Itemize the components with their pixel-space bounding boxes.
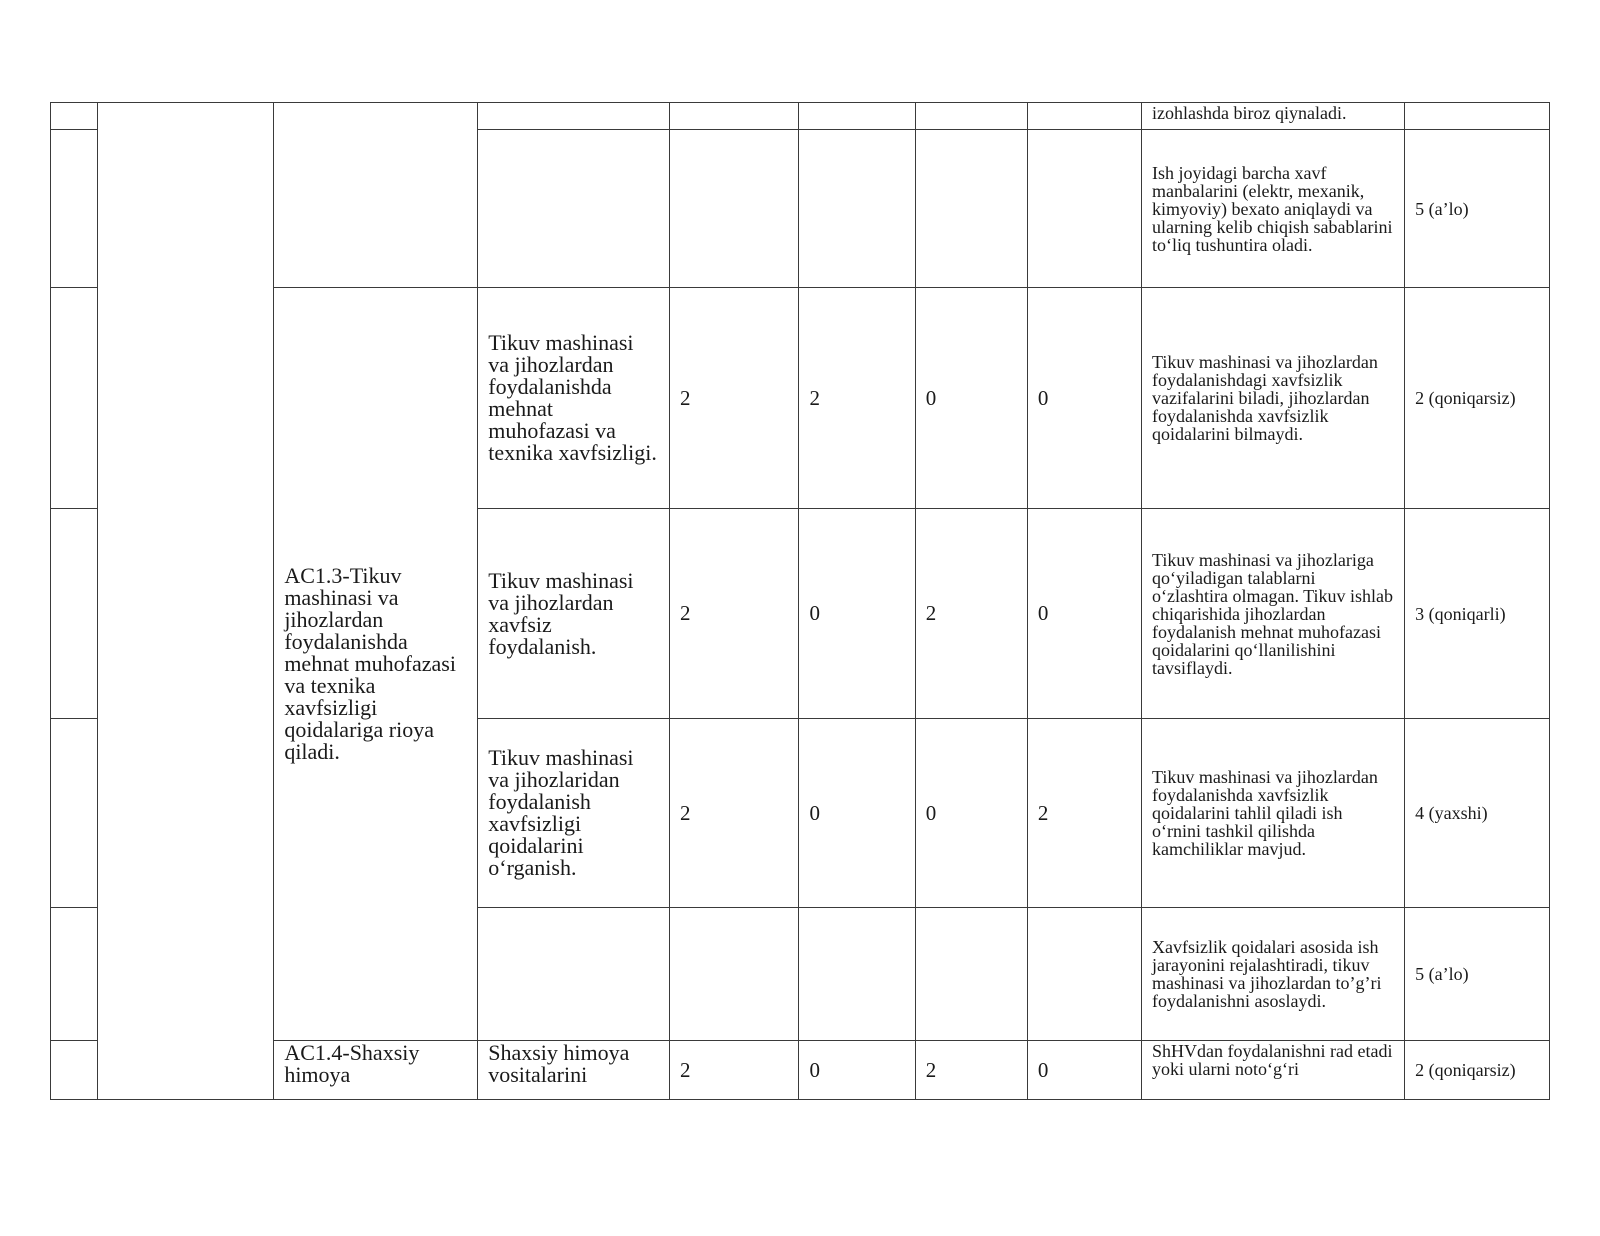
hours-cell: 2 <box>915 509 1027 719</box>
hours-cell <box>915 908 1027 1041</box>
number-cell <box>51 103 98 130</box>
hours-cell: 0 <box>915 288 1027 509</box>
hours-cell <box>799 908 915 1041</box>
hours-cell: 0 <box>1027 1041 1141 1100</box>
topic-cell <box>478 130 670 288</box>
number-cell <box>51 288 98 509</box>
criteria-ac13-cell: AC1.3-Tikuv mashinasi va jihozlardan foydalanishda mehnat muhofazasi va texnika xavfsizligi qoidalariga rioya qiladi. <box>274 288 478 1041</box>
number-cell <box>51 130 98 288</box>
description-cell: Tikuv mashinasi va jihozlardan foydalanishdagi xavfsizlik vazifalarini biladi, jihozlardan foydalanishda xavfsizlik qoidalarini bilmaydi. <box>1142 288 1405 509</box>
hours-cell: 2 <box>669 1041 799 1100</box>
hours-cell <box>1027 103 1141 130</box>
hours-cell <box>669 130 799 288</box>
hours-cell: 2 <box>669 288 799 509</box>
hours-cell: 2 <box>669 719 799 908</box>
hours-cell <box>669 103 799 130</box>
grade-cell: 5 (a’lo) <box>1405 908 1550 1041</box>
description-cell: Tikuv mashinasi va jihozlardan foydalanishda xavfsizlik qoidalarini tahlil qiladi ish o‘rnini tashkil qilishda kamchiliklar mavjud. <box>1142 719 1405 908</box>
criteria-cell <box>274 103 478 288</box>
grade-cell: 5 (a’lo) <box>1405 130 1550 288</box>
hours-cell: 2 <box>669 509 799 719</box>
hours-cell <box>799 130 915 288</box>
hours-cell: 0 <box>799 1041 915 1100</box>
hours-cell: 2 <box>1027 719 1141 908</box>
hours-cell <box>799 103 915 130</box>
hours-cell: 0 <box>799 719 915 908</box>
hours-cell <box>915 103 1027 130</box>
description-cell: ShHVdan foydalanishni rad etadi yoki ularni noto‘g‘ri <box>1142 1041 1405 1100</box>
criteria-ac14-cell: AC1.4-Shaxsiy himoya <box>274 1041 478 1100</box>
table-row <box>51 103 1550 130</box>
hours-cell <box>669 908 799 1041</box>
grade-cell: 3 (qoniqarli) <box>1405 509 1550 719</box>
description-cell: izohlashda biroz qiynaladi. <box>1142 103 1405 130</box>
description-cell: Tikuv mashinasi va jihozlariga qo‘yiladigan talablarni o‘zlashtira olmagan. Tikuv ishlab chiqarishida jihozlardan foydalanish mehnat muhofazasi qoidalarini qo‘llanilishini tavsiflaydi. <box>1142 509 1405 719</box>
topic-cell <box>478 103 670 130</box>
grade-cell: 2 (qoniqarsiz) <box>1405 288 1550 509</box>
topic-cell: Shaxsiy himoya vositalarini <box>478 1041 670 1100</box>
module-cell <box>97 103 273 1100</box>
hours-cell: 2 <box>915 1041 1027 1100</box>
hours-cell <box>915 130 1027 288</box>
topic-cell: Tikuv mashinasi va jihozlardan xavfsiz foydalanish. <box>478 509 670 719</box>
hours-cell: 0 <box>915 719 1027 908</box>
table-row <box>51 288 1550 509</box>
topic-cell: Tikuv mashinasi va jihozlardan foydalanishda mehnat muhofazasi va texnika xavfsizligi. <box>478 288 670 509</box>
topic-cell: Tikuv mashinasi va jihozlaridan foydalanish xavfsizligi qoidalarini o‘rganish. <box>478 719 670 908</box>
description-cell: Ish joyidagi barcha xavf manbalarini (elektr, mexanik, kimyoviy) bexato aniqlaydi va ularning kelib chiqish sabablarini to‘liq tushuntira oladi. <box>1142 130 1405 288</box>
description-cell: Xavfsizlik qoidalari asosida ish jarayonini rejalashtiradi, tikuv mashinasi va jihozlardan to’g’ri foydalanishni asoslaydi. <box>1142 908 1405 1041</box>
hours-cell: 0 <box>1027 509 1141 719</box>
number-cell <box>51 908 98 1041</box>
grade-cell: 2 (qoniqarsiz) <box>1405 1041 1550 1100</box>
table-row <box>51 1041 1550 1100</box>
number-cell <box>51 509 98 719</box>
grade-cell: 4 (yaxshi) <box>1405 719 1550 908</box>
number-cell <box>51 719 98 908</box>
hours-cell <box>1027 130 1141 288</box>
hours-cell: 2 <box>799 288 915 509</box>
hours-cell: 0 <box>1027 288 1141 509</box>
assessment-table <box>50 102 1550 1100</box>
hours-cell: 0 <box>799 509 915 719</box>
hours-cell <box>1027 908 1141 1041</box>
topic-cell <box>478 908 670 1041</box>
number-cell <box>51 1041 98 1100</box>
grade-cell <box>1405 103 1550 130</box>
